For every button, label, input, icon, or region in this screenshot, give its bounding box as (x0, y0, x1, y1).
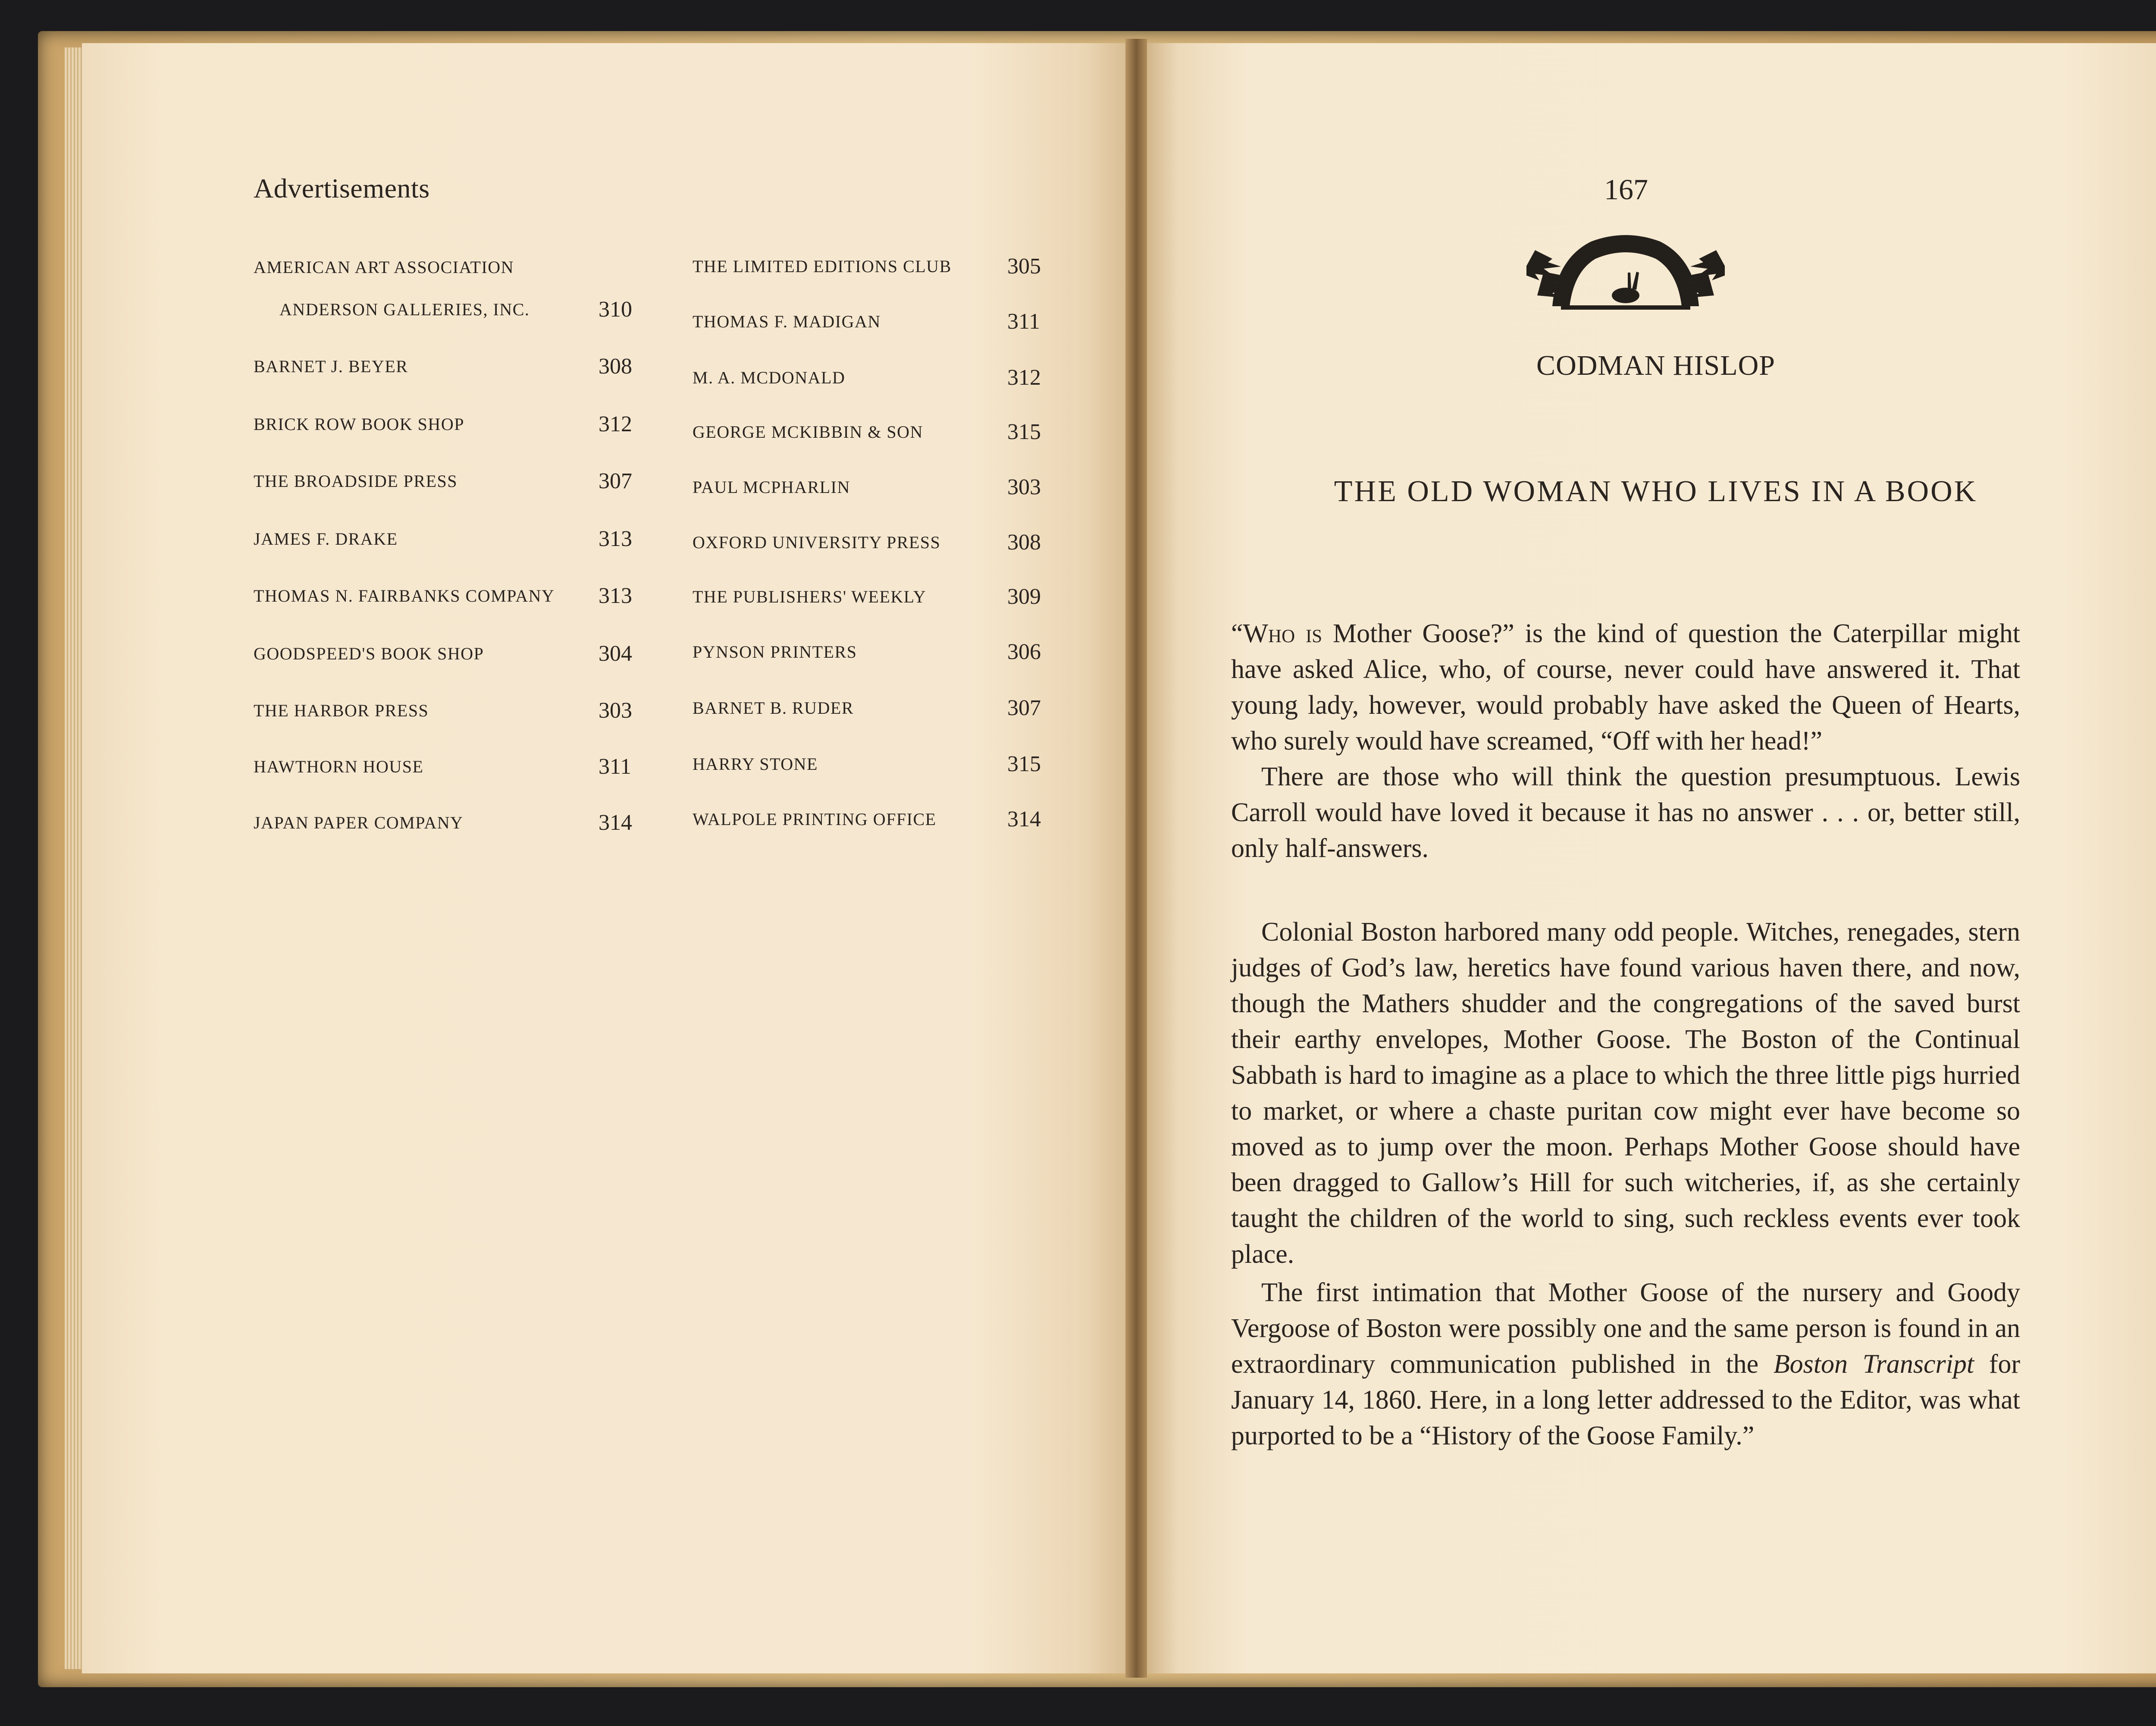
advertiser-name: THE HARBOR PRESS (254, 701, 429, 720)
article-author: CODMAN HISLOP (1536, 350, 1775, 381)
body-paragraph: There are those who will think the question presumptuous. Lewis Carroll would have loved it because it has no answer . . . or, better still, only half-answers. (1231, 762, 2020, 863)
advertiser-name: PYNSON PRINTERS (693, 642, 857, 662)
advertiser-name: THE LIMITED EDITIONS CLUB (693, 257, 952, 276)
advertiser-name: JAMES F. DRAKE (254, 529, 398, 549)
advertiser-page-number: 304 (599, 641, 632, 666)
advertiser-page-number: 305 (1007, 254, 1041, 279)
advertiser-name: BRICK ROW BOOK SHOP (254, 414, 464, 434)
publication-title: Boston Transcript (1773, 1349, 1974, 1379)
body-paragraph: Colonial Boston harbored many odd people. Witches, renegades, stern judges of God’s law, heretics have found various haven there, and now, though the Mathers shudder and the congregations of the saved burst their earthy envelopes, Mother Goose. The Boston of the Continual Sabbath is hard to imagine as a place to which the three little pigs hurried to market, or where a chaste puritan cow might ever have become so moved as to jump over the moon. Perhaps Mother Goose should have been dragged to Gallow’s Hill for such witcheries, if, as she certainly taught the children of the world to sing, such reckless events ever took place. (1231, 917, 2020, 1269)
paragraph-opening-words: “Who is (1231, 619, 1322, 648)
advertiser-page-number: 307 (599, 469, 632, 493)
advertiser-page-number: 312 (1007, 365, 1041, 390)
advertiser-name: AMERICAN ART ASSOCIATION (254, 257, 514, 277)
body-paragraph (1231, 616, 2020, 759)
advertiser-name: THE PUBLISHERS' WEEKLY (693, 587, 927, 606)
advertiser-page-number: 310 (599, 297, 632, 322)
paragraph-text: Mother Goose?” is the kind of question the Caterpillar might have asked Alice, who, of course, never could have answered it. That young lady, however, would probably have asked the Queen of Hearts, who surely would have screamed, “Off with her head!” (1231, 619, 2020, 756)
advertiser-name: THE BROADSIDE PRESS (254, 471, 458, 491)
advertisements-heading: Advertisements (254, 173, 430, 204)
paragraph-text: for January 14, 1860. Here, in a long letter addressed to the Editor, was what purported to be a “History of the Goose Family.” (1231, 1349, 2020, 1450)
book-gutter (1125, 39, 1147, 1678)
advertiser-name: OXFORD UNIVERSITY PRESS (693, 533, 941, 552)
advertiser-name: ANDERSON GALLERIES, INC. (279, 300, 530, 319)
advertiser-name: BARNET B. RUDER (693, 698, 854, 718)
advertiser-page-number: 303 (599, 698, 632, 723)
advertiser-page-number: 312 (599, 412, 632, 436)
advertiser-name: GEORGE MCKIBBIN & SON (693, 422, 923, 442)
advertiser-page-number: 313 (599, 584, 632, 608)
advertiser-page-number: 311 (1007, 309, 1040, 334)
woodcut-rabbit-vignette-icon (1526, 224, 1725, 311)
advertiser-page-number: 303 (1007, 475, 1041, 499)
advertiser-name: THOMAS N. FAIRBANKS COMPANY (254, 586, 555, 606)
page-edges-left (65, 47, 82, 1669)
advertiser-name: THOMAS F. MADIGAN (693, 312, 881, 331)
advertiser-name: M. A. MCDONALD (693, 368, 846, 387)
advertiser-page-number: 306 (1007, 640, 1041, 664)
advertiser-page-number: 315 (1007, 752, 1041, 776)
advertiser-name: GOODSPEED'S BOOK SHOP (254, 644, 484, 663)
advertiser-page-number: 311 (599, 754, 632, 779)
paragraph-text: The first intimation that Mother Goose of the nursery and Goody Vergoose of Boston were possibly one and the same person is found in an extraordinary communication published in the (1231, 1278, 2020, 1379)
advertiser-name: JAPAN PAPER COMPANY (254, 813, 464, 832)
advertiser-name: PAUL MCPHARLIN (693, 477, 850, 497)
advertiser-name: WALPOLE PRINTING OFFICE (693, 810, 937, 829)
page-number: 167 (1604, 173, 1648, 206)
advertiser-name: BARNET J. BEYER (254, 357, 408, 376)
advertiser-page-number: 308 (599, 354, 632, 379)
advertiser-page-number: 314 (1007, 807, 1041, 832)
advertiser-page-number: 307 (1007, 696, 1041, 720)
advertiser-page-number: 314 (599, 810, 632, 835)
advertiser-name: HARRY STONE (693, 754, 818, 774)
advertiser-page-number: 313 (599, 527, 632, 551)
body-paragraph (1231, 1275, 2020, 1454)
advertiser-page-number: 315 (1007, 420, 1041, 444)
article-title: THE OLD WOMAN WHO LIVES IN A BOOK (1334, 475, 1978, 508)
advertiser-page-number: 308 (1007, 530, 1041, 555)
left-page (82, 43, 1125, 1673)
advertiser-page-number: 309 (1007, 584, 1041, 609)
advertiser-name: HAWTHORN HOUSE (254, 757, 424, 776)
